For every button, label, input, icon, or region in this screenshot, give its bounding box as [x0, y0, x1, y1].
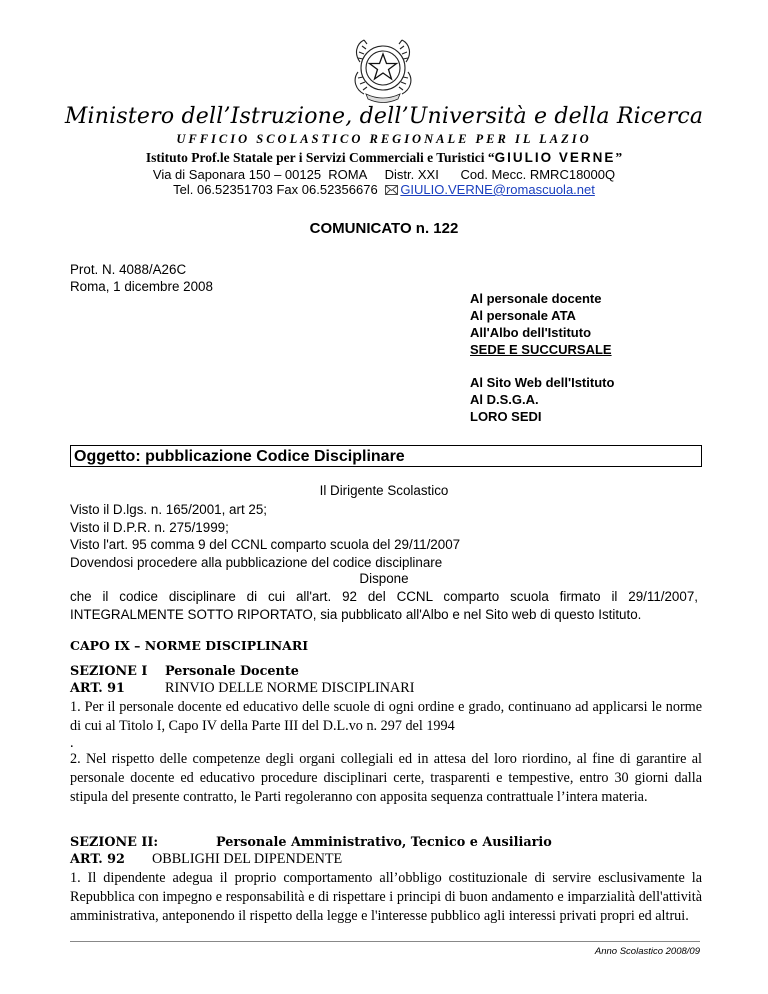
date-place: Roma, 1 dicembre 2008 [70, 279, 213, 294]
dispone-heading: Dispone [359, 571, 409, 586]
article-92-paragraph-1: 1. Il dipendente adegua il proprio comportamento all’obbligo costituzionale di servire esclusivamente la Repubblica con impegno e responsabilità e di rispettare i principi di buon andamento e imparzialità dell'attività amministrativa, anteponendo il rispetto della legge e l'interesse pubblico agli interessi privati propri ed altrui. [70, 870, 702, 924]
school-name-label: GIULIO VERNE [494, 150, 616, 165]
chapter-title: CAPO IX – NORME DISCIPLINARI [70, 638, 309, 653]
article-91-heading [70, 679, 702, 698]
school-prefix: Istituto Prof.le Statale per i Servizi Commerciali e Turistici [145, 150, 485, 165]
section-2-title: Personale Amministrativo, Tecnico e Ausiliario [216, 835, 552, 850]
section-1-title: Personale Docente [165, 664, 299, 679]
footer-divider [70, 941, 700, 942]
protocol-number: Prot. N. 4088/A26C [70, 262, 187, 277]
article-91-paragraph-2: 2. Nel rispetto delle competenze degli organi collegiali ed in attesa del loro riordino, al fine di garantire al personale docente ed educativo procedure disciplinari certe, trasparenti e tempestive, entro 30 giorni dalla stipula del presente contratto, le Parti regoleranno con apposita sequenza contrattuale l’intera materia. [70, 751, 702, 805]
footer-school-year: Anno Scolastico 2008/09 [594, 946, 700, 957]
school-name [0, 150, 768, 166]
consideration: Visto l'art. 95 comma 9 del CCNL comparto scuola del 29/11/2007 [70, 537, 461, 552]
recipient: All'Albo dell'Istituto [470, 325, 592, 340]
italian-republic-emblem-icon [346, 32, 420, 106]
considerations [70, 501, 460, 571]
section-2-label: SEZIONE II: [70, 835, 159, 850]
director-heading: Il Dirigente Scolastico [319, 483, 449, 498]
consideration: Visto il D.P.R. n. 275/1999; [70, 519, 229, 535]
section-1 [70, 662, 702, 807]
recipient: Al personale ATA [470, 308, 576, 323]
consideration: Visto il D.lgs. n. 165/2001, art 25; [70, 502, 268, 517]
mail-icon [385, 183, 398, 198]
recipient: Al D.S.G.A. [470, 392, 539, 407]
dispone-text: che il codice disciplinare di cui all'art. 92 del CCNL comparto scuola firmato il 29/11/2007, INTEGRALMENTE SOTTO RIPORTATO, sia pubblicato all'Albo e nel Sito web di questo Istituto. [70, 589, 698, 622]
recipients-list-2 [470, 374, 614, 425]
school-name-quote-open: “ [487, 150, 495, 165]
school-address: Via di Saponara 150 – 00125 ROMA Distr. XXI Cod. Mecc. RMRC18000Q [152, 167, 616, 182]
section-1-label: SEZIONE I [70, 664, 148, 679]
article-91-title: RINVIO DELLE NORME DISCIPLINARI [165, 680, 415, 696]
subject-box: Oggetto: pubblicazione Codice Disciplinare [70, 445, 702, 467]
consideration: Dovendosi procedere alla pubblicazione del codice disciplinare [70, 554, 443, 570]
school-contacts [0, 182, 768, 198]
protocol-block [70, 261, 213, 295]
ministry-title: Ministero dell’Istruzione, dell’Università e della Ricerca [64, 104, 704, 129]
article-92-title: OBBLIGHI DEL DIPENDENTE [152, 851, 343, 867]
recipient: SEDE E SUCCURSALE [470, 342, 612, 357]
school-name-quote-close: ” [615, 150, 623, 165]
article-91-label: ART. 91 [70, 681, 125, 696]
article-92-label: ART. 92 [70, 852, 125, 867]
section-2 [70, 833, 702, 926]
recipient: Al Sito Web dell'Istituto [470, 375, 615, 390]
article-91-paragraph-1: 1. Per il personale docente ed educativo delle scuole di ogni ordine e grado, continuano ad applicarsi le norme di cui al Titolo I, Capo IV della Parte III del D.L.vo n. 297 del 1994 [70, 699, 702, 734]
email-link[interactable]: GIULIO.VERNE@romascuola.net [400, 182, 595, 197]
phone-fax: Tel. 06.52351703 Fax 06.52356676 [173, 182, 378, 197]
communique-number: COMUNICATO n. 122 [309, 220, 459, 237]
regional-office: UFFICIO SCOLASTICO REGIONALE PER IL LAZIO [176, 132, 592, 146]
recipients-list [470, 290, 612, 358]
recipient: LORO SEDI [470, 409, 542, 424]
article-92-heading [70, 850, 702, 869]
article-91-paragraph-1-tail: . [70, 735, 74, 751]
recipient: Al personale docente [470, 291, 602, 306]
